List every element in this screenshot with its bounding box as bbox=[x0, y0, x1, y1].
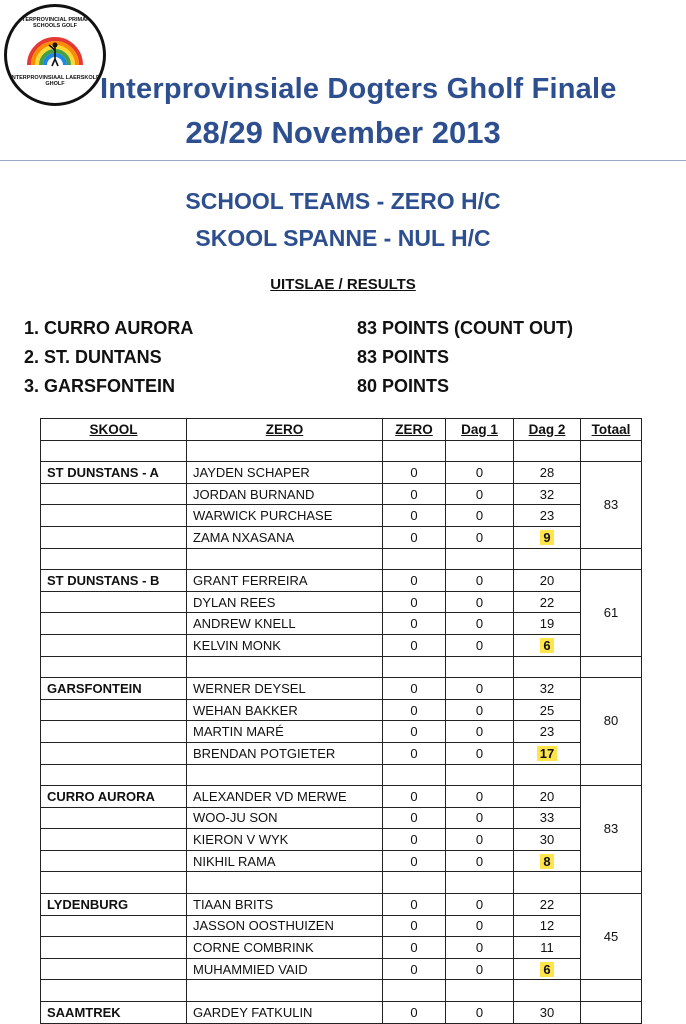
empty-cell bbox=[514, 872, 581, 894]
player-name: TIAAN BRITS bbox=[187, 894, 383, 916]
page-title: Interprovinsiale Dogters Gholf Finale bbox=[100, 73, 617, 105]
subtitle-afrikaans: SKOOL SPANNE - NUL H/C bbox=[195, 225, 491, 251]
zero-score: 0 bbox=[383, 1002, 446, 1024]
results-table bbox=[40, 418, 642, 1024]
player-name: WERNER DEYSEL bbox=[187, 678, 383, 700]
dag1-score: 0 bbox=[446, 505, 514, 527]
dag2-cell bbox=[514, 937, 581, 959]
empty-cell bbox=[581, 980, 642, 1002]
dag2-cell bbox=[514, 699, 581, 721]
dag2-cell bbox=[514, 894, 581, 916]
zero-score: 0 bbox=[383, 807, 446, 829]
table-row bbox=[41, 505, 642, 527]
dag2-cell bbox=[514, 613, 581, 635]
empty-cell bbox=[383, 548, 446, 570]
empty-cell bbox=[446, 656, 514, 678]
dag2-score: 20 bbox=[539, 788, 555, 804]
dag2-score: 22 bbox=[539, 594, 555, 610]
dag1-score: 0 bbox=[446, 483, 514, 505]
table-row bbox=[41, 462, 642, 484]
dag1-score: 0 bbox=[446, 699, 514, 721]
header-dag1: Dag 1 bbox=[446, 419, 514, 441]
player-name: BRENDAN POTGIETER bbox=[187, 742, 383, 764]
ranking-name: 2. ST. DUNTANS bbox=[24, 347, 162, 367]
dag2-score: 23 bbox=[539, 724, 555, 740]
table-row bbox=[41, 742, 642, 764]
school-cell bbox=[41, 807, 187, 829]
header-zero: ZERO bbox=[383, 419, 446, 441]
dag2-cell bbox=[514, 721, 581, 743]
header-totaal: Totaal bbox=[581, 419, 642, 441]
spacer-row bbox=[41, 980, 642, 1002]
player-name: ALEXANDER VD MERWE bbox=[187, 786, 383, 808]
zero-score: 0 bbox=[383, 915, 446, 937]
dag2-score: 32 bbox=[539, 680, 555, 696]
dag2-score: 11 bbox=[540, 940, 554, 956]
dag1-score: 0 bbox=[446, 570, 514, 592]
table-row bbox=[41, 807, 642, 829]
dag2-score: 6 bbox=[540, 638, 553, 653]
team-total: 83 bbox=[581, 462, 642, 548]
dag1-score: 0 bbox=[446, 591, 514, 613]
dag2-cell bbox=[514, 850, 581, 872]
empty-cell bbox=[41, 872, 187, 894]
team-total: 61 bbox=[581, 570, 642, 656]
school-cell bbox=[41, 721, 187, 743]
table-row bbox=[41, 850, 642, 872]
empty-cell bbox=[187, 872, 383, 894]
table-row bbox=[41, 570, 642, 592]
empty-cell bbox=[514, 764, 581, 786]
table-row bbox=[41, 699, 642, 721]
ranking-name: 3. GARSFONTEIN bbox=[24, 376, 176, 396]
table-row bbox=[41, 526, 642, 548]
spacer-row bbox=[41, 656, 642, 678]
empty-cell bbox=[446, 764, 514, 786]
school-cell bbox=[41, 742, 187, 764]
table-row bbox=[41, 678, 642, 700]
dag2-cell bbox=[514, 678, 581, 700]
dag2-cell bbox=[514, 462, 581, 484]
dag1-score: 0 bbox=[446, 786, 514, 808]
empty-cell bbox=[514, 656, 581, 678]
table-row bbox=[41, 591, 642, 613]
school-cell bbox=[41, 634, 187, 656]
dag2-score: 33 bbox=[539, 810, 555, 826]
school-cell: ST DUNSTANS - B bbox=[41, 570, 187, 592]
dag1-score: 0 bbox=[446, 634, 514, 656]
zero-score: 0 bbox=[383, 937, 446, 959]
dag2-cell bbox=[514, 786, 581, 808]
dag2-cell bbox=[514, 505, 581, 527]
empty-cell bbox=[446, 872, 514, 894]
player-name: CORNE COMBRINK bbox=[187, 937, 383, 959]
team-total: 80 bbox=[581, 678, 642, 764]
table-row bbox=[41, 937, 642, 959]
dag2-score: 30 bbox=[539, 832, 555, 848]
empty-cell bbox=[383, 656, 446, 678]
empty-cell bbox=[514, 440, 581, 462]
empty-cell bbox=[383, 872, 446, 894]
logo-bottom-text: INTERPROVINSIAAL LAERSKOLE GHOLF bbox=[10, 75, 100, 87]
school-cell: ST DUNSTANS - A bbox=[41, 462, 187, 484]
empty-cell bbox=[581, 656, 642, 678]
zero-score: 0 bbox=[383, 894, 446, 916]
dag2-score: 30 bbox=[539, 1004, 555, 1020]
dag2-score: 12 bbox=[539, 918, 555, 934]
school-cell bbox=[41, 483, 187, 505]
table-row bbox=[41, 894, 642, 916]
table-row bbox=[41, 829, 642, 851]
zero-score: 0 bbox=[383, 678, 446, 700]
table-row bbox=[41, 483, 642, 505]
spacer-row bbox=[41, 440, 642, 462]
dag2-cell bbox=[514, 829, 581, 851]
dag2-cell bbox=[514, 807, 581, 829]
ranking-name: 1. CURRO AURORA bbox=[24, 318, 194, 338]
event-logo bbox=[4, 4, 106, 106]
zero-score: 0 bbox=[383, 721, 446, 743]
dag2-score: 23 bbox=[539, 508, 555, 524]
dag1-score: 0 bbox=[446, 829, 514, 851]
dag2-score: 22 bbox=[539, 896, 555, 912]
empty-cell bbox=[446, 440, 514, 462]
team-total bbox=[581, 1002, 642, 1024]
dag2-score: 28 bbox=[539, 464, 555, 480]
ranking-points: 83 POINTS bbox=[357, 347, 450, 367]
player-name: WOO-JU SON bbox=[187, 807, 383, 829]
player-name: KELVIN MONK bbox=[187, 634, 383, 656]
table-row bbox=[41, 1002, 642, 1024]
empty-cell bbox=[41, 548, 187, 570]
empty-cell bbox=[41, 764, 187, 786]
school-cell bbox=[41, 591, 187, 613]
dag1-score: 0 bbox=[446, 526, 514, 548]
spacer-row bbox=[41, 872, 642, 894]
empty-cell bbox=[446, 548, 514, 570]
zero-score: 0 bbox=[383, 505, 446, 527]
zero-score: 0 bbox=[383, 483, 446, 505]
school-cell bbox=[41, 613, 187, 635]
empty-cell bbox=[41, 980, 187, 1002]
dag1-score: 0 bbox=[446, 958, 514, 980]
zero-score: 0 bbox=[383, 462, 446, 484]
school-cell bbox=[41, 937, 187, 959]
empty-cell bbox=[581, 872, 642, 894]
subtitle-english: SCHOOL TEAMS - ZERO H/C bbox=[185, 188, 501, 214]
dag1-score: 0 bbox=[446, 915, 514, 937]
dag2-cell bbox=[514, 570, 581, 592]
school-cell bbox=[41, 526, 187, 548]
school-cell bbox=[41, 915, 187, 937]
school-cell: GARSFONTEIN bbox=[41, 678, 187, 700]
zero-score: 0 bbox=[383, 742, 446, 764]
header-skool: SKOOL bbox=[41, 419, 187, 441]
player-name: NIKHIL RAMA bbox=[187, 850, 383, 872]
dag1-score: 0 bbox=[446, 807, 514, 829]
dag2-cell bbox=[514, 915, 581, 937]
empty-cell bbox=[41, 656, 187, 678]
dag2-cell bbox=[514, 526, 581, 548]
zero-score: 0 bbox=[383, 613, 446, 635]
school-cell: LYDENBURG bbox=[41, 894, 187, 916]
table-row bbox=[41, 613, 642, 635]
player-name: WARWICK PURCHASE bbox=[187, 505, 383, 527]
school-cell bbox=[41, 958, 187, 980]
empty-cell bbox=[514, 548, 581, 570]
player-name: GARDEY FATKULIN bbox=[187, 1002, 383, 1024]
dag2-score: 32 bbox=[539, 486, 555, 502]
empty-cell bbox=[187, 548, 383, 570]
table-row bbox=[41, 634, 642, 656]
player-name: JORDAN BURNAND bbox=[187, 483, 383, 505]
ranking-points: 83 POINTS (COUNT OUT) bbox=[357, 318, 574, 338]
dag1-score: 0 bbox=[446, 462, 514, 484]
zero-score: 0 bbox=[383, 958, 446, 980]
player-name: WEHAN BAKKER bbox=[187, 699, 383, 721]
empty-cell bbox=[187, 656, 383, 678]
logo-top-text: INTERPROVINCIAL PRIMARY SCHOOLS GOLF bbox=[16, 17, 94, 29]
school-cell: CURRO AURORA bbox=[41, 786, 187, 808]
header-divider bbox=[0, 160, 686, 161]
dag2-cell bbox=[514, 742, 581, 764]
dag2-cell bbox=[514, 958, 581, 980]
zero-score: 0 bbox=[383, 699, 446, 721]
player-name: JASSON OOSTHUIZEN bbox=[187, 915, 383, 937]
dag2-score: 9 bbox=[540, 530, 553, 545]
ranking-points: 80 POINTS bbox=[357, 376, 450, 396]
empty-cell bbox=[383, 980, 446, 1002]
empty-cell bbox=[581, 548, 642, 570]
table-row bbox=[41, 958, 642, 980]
team-total: 83 bbox=[581, 786, 642, 872]
dag1-score: 0 bbox=[446, 721, 514, 743]
dag1-score: 0 bbox=[446, 1002, 514, 1024]
player-name: MARTIN MARÉ bbox=[187, 721, 383, 743]
empty-cell bbox=[187, 764, 383, 786]
dag2-score: 6 bbox=[540, 962, 553, 977]
dag2-cell bbox=[514, 1002, 581, 1024]
empty-cell bbox=[187, 440, 383, 462]
dag1-score: 0 bbox=[446, 850, 514, 872]
results-heading: UITSLAE / RESULTS bbox=[270, 276, 416, 293]
dag2-score: 19 bbox=[539, 616, 555, 632]
zero-score: 0 bbox=[383, 850, 446, 872]
player-name: GRANT FERREIRA bbox=[187, 570, 383, 592]
spacer-row bbox=[41, 764, 642, 786]
player-name: ANDREW KNELL bbox=[187, 613, 383, 635]
spacer-row bbox=[41, 548, 642, 570]
player-name: MUHAMMIED VAID bbox=[187, 958, 383, 980]
zero-score: 0 bbox=[383, 829, 446, 851]
zero-score: 0 bbox=[383, 570, 446, 592]
dag1-score: 0 bbox=[446, 613, 514, 635]
school-cell: SAAMTREK bbox=[41, 1002, 187, 1024]
zero-score: 0 bbox=[383, 786, 446, 808]
empty-cell bbox=[581, 440, 642, 462]
dag2-score: 20 bbox=[539, 572, 555, 588]
dag1-score: 0 bbox=[446, 742, 514, 764]
dag2-cell bbox=[514, 591, 581, 613]
team-total: 45 bbox=[581, 894, 642, 980]
dag2-score: 17 bbox=[537, 746, 557, 761]
dag2-score: 8 bbox=[540, 854, 553, 869]
empty-cell bbox=[383, 440, 446, 462]
table-header-row bbox=[41, 419, 642, 441]
header-player: ZERO bbox=[187, 419, 383, 441]
table-row bbox=[41, 786, 642, 808]
empty-cell bbox=[446, 980, 514, 1002]
dag2-score: 25 bbox=[539, 702, 555, 718]
table-row bbox=[41, 915, 642, 937]
empty-cell bbox=[187, 980, 383, 1002]
player-name: DYLAN REES bbox=[187, 591, 383, 613]
school-cell bbox=[41, 699, 187, 721]
table-row bbox=[41, 721, 642, 743]
dag1-score: 0 bbox=[446, 937, 514, 959]
school-cell bbox=[41, 505, 187, 527]
dag1-score: 0 bbox=[446, 678, 514, 700]
empty-cell bbox=[383, 764, 446, 786]
player-name: JAYDEN SCHAPER bbox=[187, 462, 383, 484]
dag1-score: 0 bbox=[446, 894, 514, 916]
empty-cell bbox=[581, 764, 642, 786]
header-dag2: Dag 2 bbox=[514, 419, 581, 441]
player-name: ZAMA NXASANA bbox=[187, 526, 383, 548]
zero-score: 0 bbox=[383, 591, 446, 613]
empty-cell bbox=[41, 440, 187, 462]
dag2-cell bbox=[514, 483, 581, 505]
school-cell bbox=[41, 850, 187, 872]
zero-score: 0 bbox=[383, 526, 446, 548]
dag2-cell bbox=[514, 634, 581, 656]
school-cell bbox=[41, 829, 187, 851]
event-date: 28/29 November 2013 bbox=[185, 115, 501, 150]
empty-cell bbox=[514, 980, 581, 1002]
player-name: KIERON V WYK bbox=[187, 829, 383, 851]
rainbow-golfer-icon bbox=[25, 33, 85, 67]
zero-score: 0 bbox=[383, 634, 446, 656]
